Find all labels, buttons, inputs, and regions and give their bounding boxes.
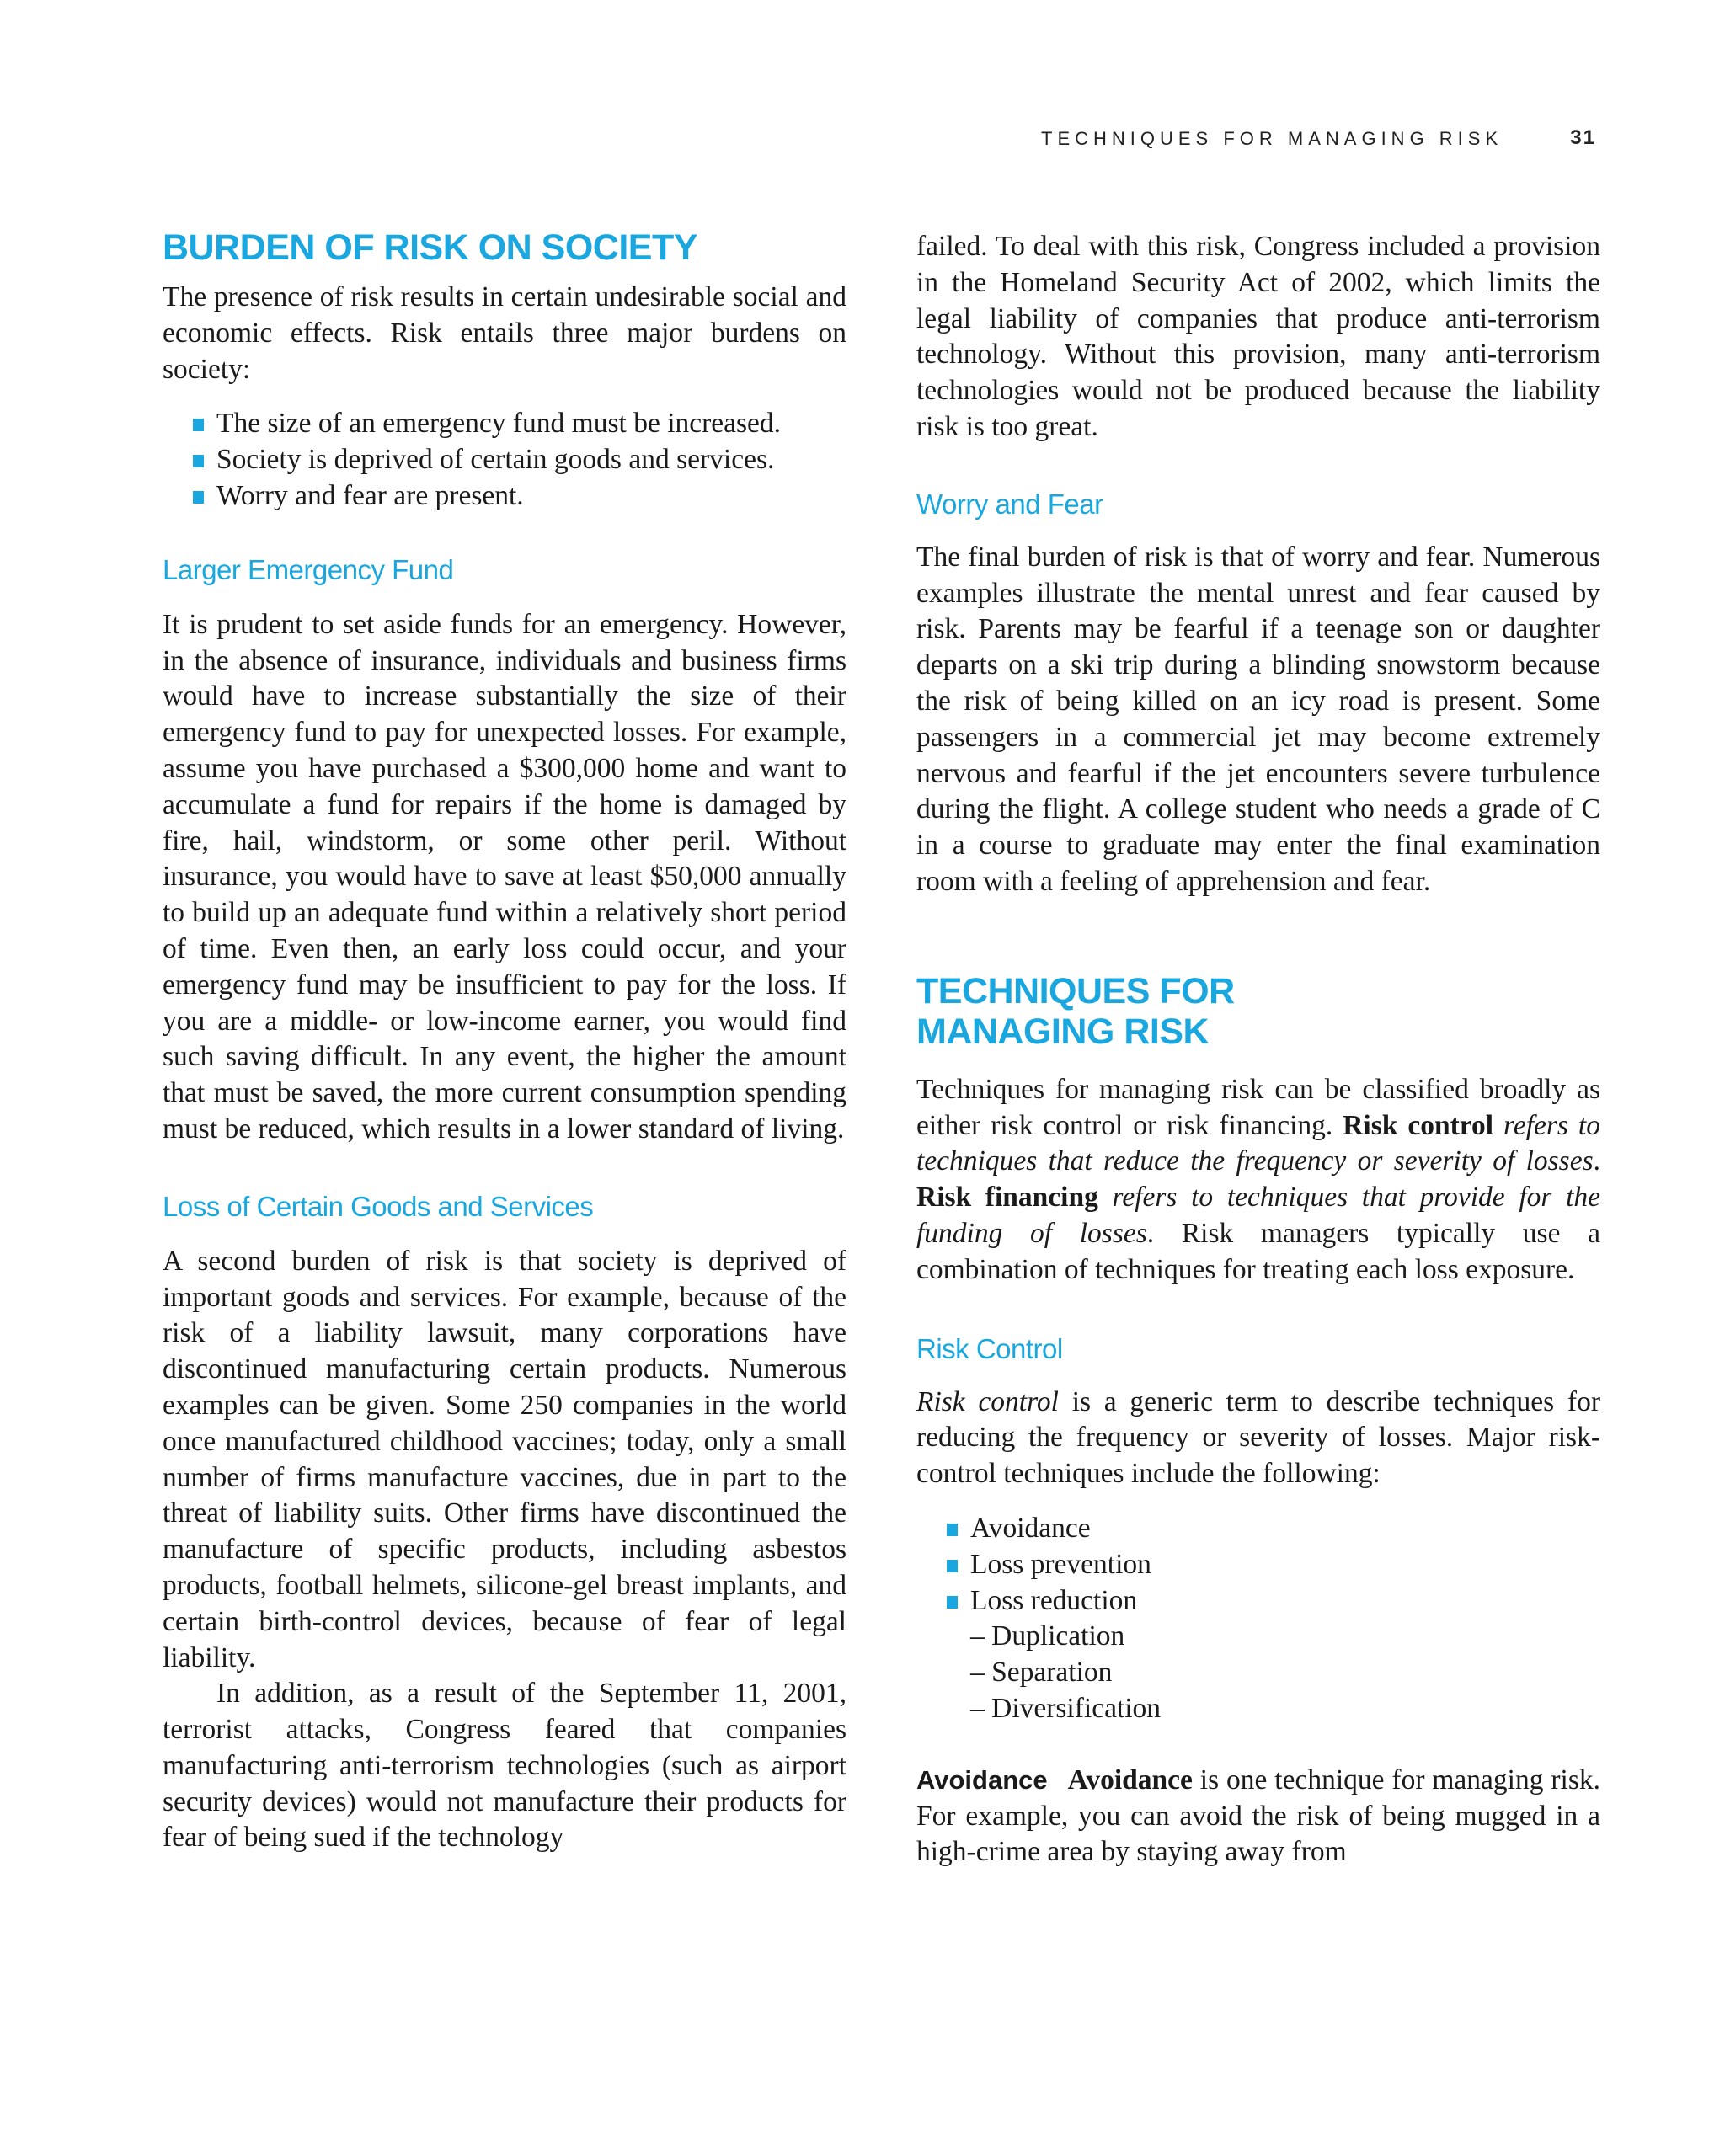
- list-item: Loss reduction: [947, 1583, 1600, 1620]
- square-bullet-icon: [193, 455, 204, 467]
- list-item: Society is deprived of certain goods and services.: [193, 442, 846, 478]
- square-bullet-icon: [947, 1596, 958, 1609]
- goods-services-body-2: In addition, as a result of the September 11, 2001, terrorist attacks, Congress feared that companies manufacturing anti-terrorism technologies (such as airport security devices) would not manufacture their products for fear of being sued if the technology: [163, 1678, 846, 1854]
- square-bullet-icon: [947, 1524, 958, 1536]
- subhead-goods-services: Loss of Certain Goods and Services: [163, 1190, 594, 1222]
- list-item: – Separation: [970, 1657, 1113, 1689]
- section-title-techniques: TECHNIQUES FOR MANAGING RISK: [916, 970, 1235, 1052]
- list-item: The size of an emergency fund must be increased.: [193, 406, 846, 442]
- avoidance-paragraph: Avoidance Avoidance is one technique for managing risk. For example, you can avoid the risk of being mugged in a high-crime area by staying away from: [916, 1764, 1600, 1868]
- subhead-worry-fear: Worry and Fear: [916, 488, 1103, 520]
- list-item: – Diversification: [970, 1692, 1162, 1724]
- subhead-risk-control: Risk Control: [916, 1332, 1063, 1364]
- page-number: 31: [1570, 126, 1596, 149]
- running-head: TECHNIQUES FOR MANAGING RISK: [1041, 128, 1503, 149]
- list-item: Avoidance: [947, 1511, 1600, 1547]
- list-item: – Duplication: [970, 1620, 1125, 1652]
- emergency-fund-body: It is prudent to set aside funds for an emergency. However, in the absence of insurance, individuals and business firms would have to increase substantially the size of their emergency fund to pay for unexpected losses. For example, assume you have purchased a $300,000 home and want to accumulate a fund for repairs if the home is damaged by fire, hail, windstorm, or some other peril. Without insurance, you would have to save at least $50,000 annually to build up an adequate fund within a relatively short period of time. Even then, an early loss could occur, and your emergency fund may be insufficient to pay for the loss. If you are a middle- or low-income earner, you would find such saving difficult. In any event, the higher the amount that must be saved, the more current consumption spending must be reduced, which results in a lower standard of living.: [163, 608, 846, 1145]
- term-risk-control: Risk control: [1343, 1109, 1494, 1141]
- list-item: Loss prevention: [947, 1547, 1600, 1583]
- run-in-head-avoidance: Avoidance: [916, 1764, 1048, 1795]
- square-bullet-icon: [947, 1560, 958, 1572]
- list-item: Worry and fear are present.: [193, 478, 846, 515]
- square-bullet-icon: [193, 491, 204, 504]
- term-risk-financing: Risk financing: [916, 1182, 1098, 1214]
- burden-intro: The presence of risk results in certain undesirable social and economic effects. Risk entails three major burdens on society:: [163, 281, 846, 385]
- burden-list: [163, 406, 846, 514]
- subhead-emergency-fund: Larger Emergency Fund: [163, 553, 454, 585]
- square-bullet-icon: [193, 419, 204, 431]
- left-column: [163, 227, 846, 1856]
- risk-control-list: [916, 1511, 1600, 1619]
- worry-fear-body: The final burden of risk is that of worry and fear. Numerous examples illustrate the mental unrest and fear caused by risk. Parents may be fearful if a teenage son or daughter departs on a ski trip during a blinding snowstorm because the risk of being killed on an icy road is present. Some passengers in a commercial jet may become extremely nervous and fearful if the jet encounters severe turbulence during the flight. A college student who needs a grade of C in a course to graduate may enter the final examination room with a feeling of apprehension and fear.: [916, 541, 1600, 897]
- goods-services-body-1: A second burden of risk is that society is deprived of important goods and services. For example, because of the risk of a liability lawsuit, many corporations have discontinued manufacturing certain products. Numerous examples can be given. Some 250 companies in the world once manufactured childhood vaccines; today, only a small number of firms manufacture vaccines, due in part to the threat of liability suits. Other firms have discontinued the manufacture of specific products, including asbestos products, football helmets, silicone-gel breast implants, and certain birth-control devices, because of fear of legal liability.: [163, 1245, 846, 1673]
- techniques-body: Techniques for managing risk can be classified broadly as either risk control or risk financing. Risk control refers to techniques that reduce the frequency or severity of losses. Risk financing refers to techniques that provide for the funding of losses. Risk managers typically use a combination of techniques for treating each loss exposure.: [916, 1073, 1601, 1285]
- continuation-paragraph: failed. To deal with this risk, Congress included a provision in the Homeland Security Act of 2002, which limits the legal liability of companies that produce anti-terrorism technology. Without this provision, many anti-terrorism technologies would not be produced because the liability risk is too great.: [916, 231, 1600, 442]
- loss-reduction-sublist: [916, 1619, 1600, 1726]
- risk-control-body: Risk control is a generic term to describe techniques for reducing the frequency or severity of losses. Major risk-control techniques include the following:: [916, 1385, 1600, 1490]
- section-title-burden: BURDEN OF RISK ON SOCIETY: [163, 227, 697, 268]
- right-column: [916, 229, 1600, 1870]
